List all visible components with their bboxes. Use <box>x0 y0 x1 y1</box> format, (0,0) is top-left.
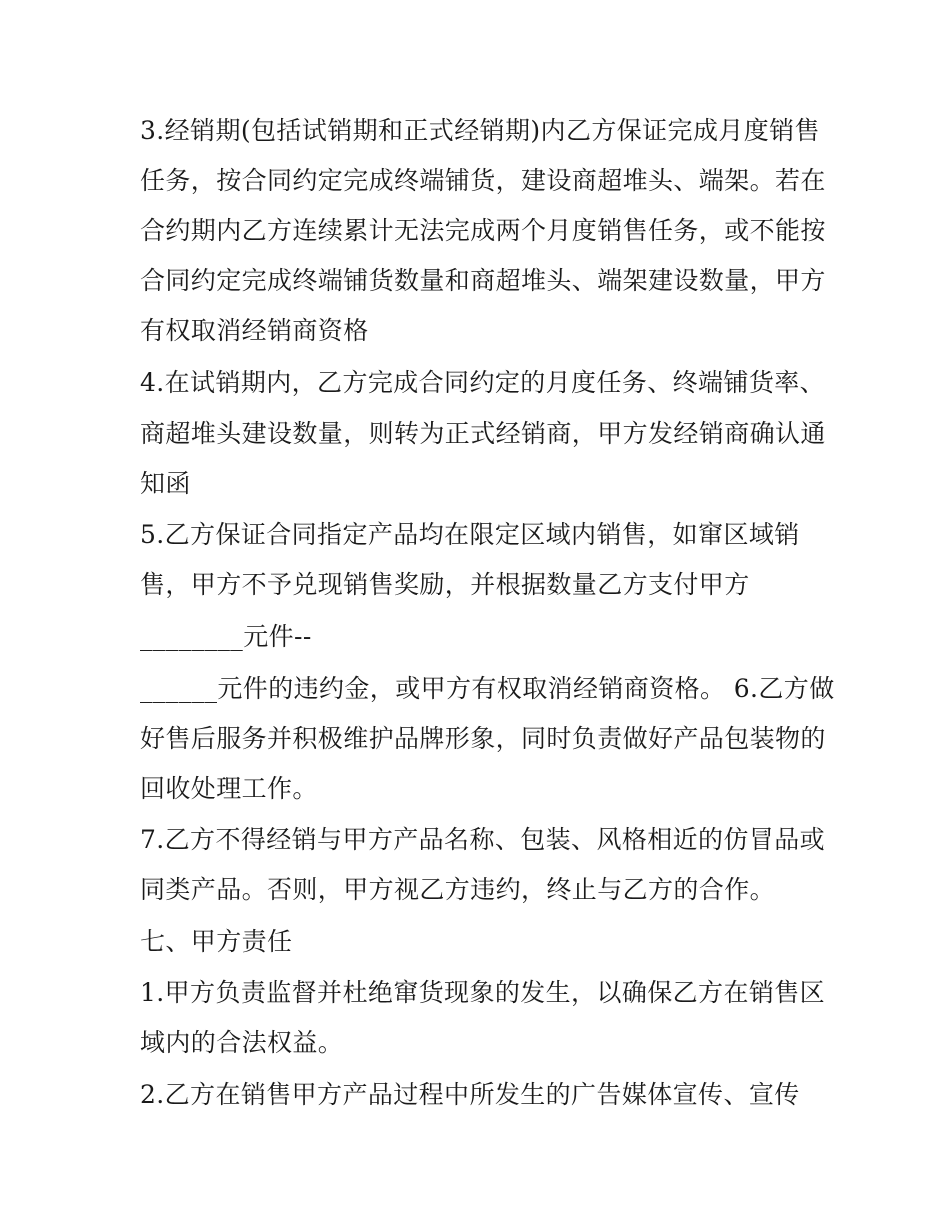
text-line: 知函 <box>140 469 191 498</box>
text-line: 售，甲方不予兑现销售奖励，并根据数量乙方支付甲方 <box>140 570 750 599</box>
text-line: 同类产品。否则，甲方视乙方违约，终止与乙方的合作。 <box>140 875 776 904</box>
text-line: 合约期内乙方连续累计无法完成两个月度销售任务，或不能按 <box>140 216 826 245</box>
text-line: 任务，按合同约定完成终端铺货，建设商超堆头、端架。若在 <box>140 166 826 195</box>
text-line: 1.甲方负责监督并杜绝窜货现象的发生，以确保乙方在销售区 <box>140 978 826 1007</box>
text-line: 好售后服务并积极维护品牌形象，同时负责做好产品包装物的 <box>140 724 826 753</box>
text-line: 2.乙方在销售甲方产品过程中所发生的广告媒体宣传、宣传 <box>140 1080 800 1109</box>
text-line: 回收处理工作。 <box>140 774 318 803</box>
text-line: 5.乙方保证合同指定产品均在限定区域内销售，如窜区域销 <box>140 520 800 549</box>
section-heading: 七、甲方责任 <box>140 927 293 956</box>
text-line: 有权取消经销商资格 <box>140 316 369 345</box>
text-line: 7.乙方不得经销与甲方产品名称、包装、风格相近的仿冒品或 <box>140 825 826 854</box>
text-line: 合同约定完成终端铺货数量和商超堆头、端架建设数量，甲方 <box>140 266 826 295</box>
text-line: 域内的合法权益。 <box>140 1028 344 1057</box>
text-line: 3.经销期(包括试销期和正式经销期)内乙方保证完成月度销售 <box>140 116 820 145</box>
text-line: 4.在试销期内，乙方完成合同约定的月度任务、终端铺货率、 <box>140 368 826 397</box>
text-line: 商超堆头建设数量，则转为正式经销商，甲方发经销商确认通 <box>140 419 826 448</box>
text-line: ______元件的违约金，或甲方有权取消经销商资格。 6.乙方做 <box>140 674 835 703</box>
text-line: ________元件-- <box>140 622 312 651</box>
